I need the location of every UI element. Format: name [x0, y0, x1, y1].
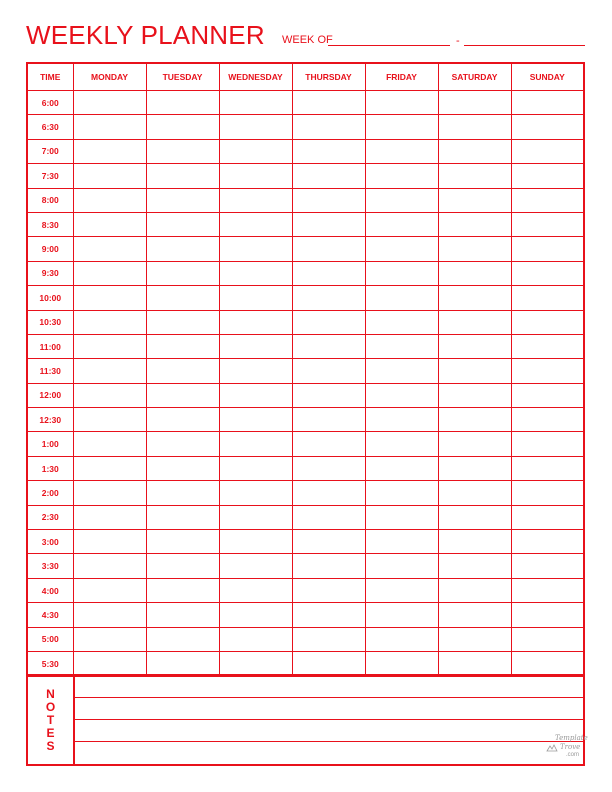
time-row: [27, 237, 584, 261]
schedule-cell-thursday[interactable]: [292, 505, 365, 529]
schedule-cell-wednesday[interactable]: [219, 627, 292, 651]
schedule-cell-monday[interactable]: [73, 481, 146, 505]
schedule-cell-tuesday[interactable]: [146, 408, 219, 432]
schedule-cell-monday[interactable]: [73, 188, 146, 212]
day-header-thursday: THURSDAY: [292, 63, 365, 91]
schedule-cell-sunday[interactable]: [511, 603, 584, 627]
schedule-cell-thursday[interactable]: [292, 603, 365, 627]
notes-letter: S: [46, 738, 55, 753]
schedule-cell-monday[interactable]: [73, 237, 146, 261]
schedule-cell-thursday[interactable]: [292, 115, 365, 139]
schedule-cell-wednesday[interactable]: [219, 334, 292, 358]
time-label: 4:00: [27, 578, 73, 602]
schedule-cell-sunday[interactable]: [511, 261, 584, 285]
schedule-cell-wednesday[interactable]: [219, 603, 292, 627]
notes-label: [28, 676, 75, 764]
schedule-cell-monday[interactable]: [73, 359, 146, 383]
schedule-cell-sunday[interactable]: [511, 164, 584, 188]
logo-text-line2: Trove: [560, 743, 581, 751]
schedule-cell-sunday[interactable]: [511, 530, 584, 554]
schedule-cell-sunday[interactable]: [511, 91, 584, 115]
schedule-cell-monday[interactable]: [73, 310, 146, 334]
schedule-cell-sunday[interactable]: [511, 115, 584, 139]
schedule-cell-saturday[interactable]: [438, 408, 511, 432]
schedule-cell-wednesday[interactable]: [219, 91, 292, 115]
schedule-cell-saturday[interactable]: [438, 310, 511, 334]
schedule-cell-sunday[interactable]: [511, 481, 584, 505]
schedule-cell-saturday[interactable]: [438, 578, 511, 602]
schedule-cell-friday[interactable]: [365, 139, 438, 163]
schedule-cell-sunday[interactable]: [511, 408, 584, 432]
schedule-cell-sunday[interactable]: [511, 359, 584, 383]
schedule-cell-tuesday[interactable]: [146, 261, 219, 285]
schedule-cell-friday[interactable]: [365, 91, 438, 115]
schedule-cell-friday[interactable]: [365, 505, 438, 529]
time-label: 9:00: [27, 237, 73, 261]
schedule-cell-saturday[interactable]: [438, 286, 511, 310]
notes-letter: T: [46, 712, 55, 727]
time-row: [27, 188, 584, 212]
schedule-cell-friday[interactable]: [365, 603, 438, 627]
schedule-cell-monday[interactable]: [73, 164, 146, 188]
time-label: 2:00: [27, 481, 73, 505]
notes-letter: E: [46, 725, 55, 740]
schedule-cell-thursday[interactable]: [292, 286, 365, 310]
schedule-cell-wednesday[interactable]: [219, 383, 292, 407]
time-row: [27, 139, 584, 163]
schedule-cell-thursday[interactable]: [292, 408, 365, 432]
schedule-cell-thursday[interactable]: [292, 164, 365, 188]
schedule-cell-wednesday[interactable]: [219, 408, 292, 432]
schedule-cell-monday[interactable]: [73, 627, 146, 651]
time-label: 10:30: [27, 310, 73, 334]
time-label: 7:00: [27, 139, 73, 163]
schedule-cell-monday[interactable]: [73, 432, 146, 456]
schedule-cell-monday[interactable]: [73, 603, 146, 627]
time-label: 11:30: [27, 359, 73, 383]
schedule-cell-thursday[interactable]: [292, 359, 365, 383]
time-row: [27, 286, 584, 310]
schedule-cell-saturday[interactable]: [438, 432, 511, 456]
schedule-cell-wednesday[interactable]: [219, 212, 292, 236]
schedule-cell-thursday[interactable]: [292, 139, 365, 163]
schedule-cell-tuesday[interactable]: [146, 505, 219, 529]
schedule-cell-friday[interactable]: [365, 651, 438, 676]
logo-text-line3: .com: [566, 752, 580, 758]
time-label: 8:30: [27, 212, 73, 236]
time-row: [27, 603, 584, 627]
time-label: 9:30: [27, 261, 73, 285]
time-label: 3:00: [27, 530, 73, 554]
time-label: 2:30: [27, 505, 73, 529]
schedule-cell-sunday[interactable]: [511, 188, 584, 212]
time-label: 1:00: [27, 432, 73, 456]
schedule-cell-thursday[interactable]: [292, 481, 365, 505]
schedule-cell-thursday[interactable]: [292, 651, 365, 676]
schedule-cell-thursday[interactable]: [292, 91, 365, 115]
schedule-cell-thursday[interactable]: [292, 432, 365, 456]
schedule-cell-friday[interactable]: [365, 261, 438, 285]
schedule-cell-thursday[interactable]: [292, 578, 365, 602]
schedule-cell-tuesday[interactable]: [146, 603, 219, 627]
schedule-cell-wednesday[interactable]: [219, 578, 292, 602]
schedule-cell-sunday[interactable]: [511, 383, 584, 407]
schedule-cell-thursday[interactable]: [292, 188, 365, 212]
schedule-cell-tuesday[interactable]: [146, 237, 219, 261]
time-row: [27, 651, 584, 676]
schedule-cell-tuesday[interactable]: [146, 383, 219, 407]
time-row: [27, 334, 584, 358]
time-row: [27, 627, 584, 651]
week-end-field[interactable]: [464, 45, 585, 46]
schedule-cell-monday[interactable]: [73, 456, 146, 480]
schedule-cell-thursday[interactable]: [292, 383, 365, 407]
schedule-cell-tuesday[interactable]: [146, 456, 219, 480]
schedule-cell-tuesday[interactable]: [146, 651, 219, 676]
schedule-cell-monday[interactable]: [73, 91, 146, 115]
schedule-cell-thursday[interactable]: [292, 334, 365, 358]
schedule-cell-saturday[interactable]: [438, 505, 511, 529]
schedule-cell-sunday[interactable]: [511, 286, 584, 310]
schedule-cell-wednesday[interactable]: [219, 237, 292, 261]
time-row: [27, 383, 584, 407]
template-trove-logo: [546, 734, 588, 762]
notes-line[interactable]: [75, 741, 583, 742]
schedule-cell-friday[interactable]: [365, 310, 438, 334]
schedule-cell-saturday[interactable]: [438, 139, 511, 163]
schedule-cell-thursday[interactable]: [292, 627, 365, 651]
schedule-cell-wednesday[interactable]: [219, 359, 292, 383]
schedule-cell-saturday[interactable]: [438, 212, 511, 236]
schedule-cell-monday[interactable]: [73, 554, 146, 578]
day-header-monday: MONDAY: [73, 63, 146, 91]
time-row: [27, 164, 584, 188]
schedule-cell-saturday[interactable]: [438, 627, 511, 651]
time-row: [27, 212, 584, 236]
schedule-cell-wednesday[interactable]: [219, 456, 292, 480]
schedule-cell-tuesday[interactable]: [146, 554, 219, 578]
time-label: 1:30: [27, 456, 73, 480]
schedule-cell-wednesday[interactable]: [219, 115, 292, 139]
time-row: [27, 481, 584, 505]
schedule-cell-tuesday[interactable]: [146, 578, 219, 602]
time-label: 5:00: [27, 627, 73, 651]
schedule-cell-wednesday[interactable]: [219, 530, 292, 554]
schedule-cell-sunday[interactable]: [511, 578, 584, 602]
schedule-cell-monday[interactable]: [73, 578, 146, 602]
time-row: [27, 432, 584, 456]
schedule-cell-sunday[interactable]: [511, 456, 584, 480]
time-label: 4:30: [27, 603, 73, 627]
schedule-cell-tuesday[interactable]: [146, 432, 219, 456]
schedule-cell-friday[interactable]: [365, 456, 438, 480]
time-row: [27, 408, 584, 432]
schedule-cell-friday[interactable]: [365, 408, 438, 432]
schedule-cell-friday[interactable]: [365, 578, 438, 602]
schedule-cell-tuesday[interactable]: [146, 212, 219, 236]
day-header-tuesday: TUESDAY: [146, 63, 219, 91]
schedule-cell-tuesday[interactable]: [146, 91, 219, 115]
schedule-cell-friday[interactable]: [365, 383, 438, 407]
schedule-cell-sunday[interactable]: [511, 334, 584, 358]
schedule-cell-wednesday[interactable]: [219, 432, 292, 456]
time-row: [27, 505, 584, 529]
schedule-cell-sunday[interactable]: [511, 310, 584, 334]
schedule-cell-friday[interactable]: [365, 237, 438, 261]
schedule-cell-monday[interactable]: [73, 530, 146, 554]
schedule-cell-friday[interactable]: [365, 334, 438, 358]
schedule-cell-sunday[interactable]: [511, 212, 584, 236]
time-row: [27, 456, 584, 480]
time-label: 3:30: [27, 554, 73, 578]
notes-letter: N: [46, 686, 55, 701]
notes-line[interactable]: [75, 719, 583, 720]
week-separator: -: [456, 35, 460, 47]
schedule-cell-saturday[interactable]: [438, 554, 511, 578]
logo-icon: [546, 743, 558, 753]
time-row: [27, 115, 584, 139]
schedule-cell-friday[interactable]: [365, 164, 438, 188]
schedule-cell-thursday[interactable]: [292, 456, 365, 480]
schedule-cell-friday[interactable]: [365, 432, 438, 456]
schedule-cell-wednesday[interactable]: [219, 310, 292, 334]
time-row: [27, 578, 584, 602]
week-start-field[interactable]: [328, 45, 450, 46]
time-label: 6:30: [27, 115, 73, 139]
logo-text-line1: Template: [555, 734, 588, 742]
page-title: WEEKLY PLANNER: [26, 20, 265, 50]
schedule-cell-tuesday[interactable]: [146, 286, 219, 310]
schedule-cell-friday[interactable]: [365, 212, 438, 236]
time-label: 12:30: [27, 408, 73, 432]
schedule-cell-sunday[interactable]: [511, 651, 584, 676]
schedule-cell-saturday[interactable]: [438, 383, 511, 407]
schedule-cell-monday[interactable]: [73, 334, 146, 358]
time-label: 5:30: [27, 651, 73, 676]
schedule-cell-tuesday[interactable]: [146, 139, 219, 163]
time-label: 7:30: [27, 164, 73, 188]
day-header-friday: FRIDAY: [365, 63, 438, 91]
schedule-cell-thursday[interactable]: [292, 310, 365, 334]
schedule-cell-saturday[interactable]: [438, 481, 511, 505]
planner-grid: [26, 62, 585, 677]
schedule-cell-wednesday[interactable]: [219, 164, 292, 188]
time-label: 10:00: [27, 286, 73, 310]
schedule-cell-saturday[interactable]: [438, 359, 511, 383]
schedule-cell-thursday[interactable]: [292, 237, 365, 261]
schedule-cell-tuesday[interactable]: [146, 334, 219, 358]
time-label: 11:00: [27, 334, 73, 358]
schedule-cell-tuesday[interactable]: [146, 310, 219, 334]
time-label: 12:00: [27, 383, 73, 407]
notes-letter: O: [45, 699, 56, 714]
schedule-cell-tuesday[interactable]: [146, 359, 219, 383]
schedule-cell-tuesday[interactable]: [146, 481, 219, 505]
schedule-cell-friday[interactable]: [365, 115, 438, 139]
week-of-label: WEEK OF: [282, 34, 333, 46]
schedule-cell-friday[interactable]: [365, 554, 438, 578]
time-label: 6:00: [27, 91, 73, 115]
schedule-cell-wednesday[interactable]: [219, 651, 292, 676]
schedule-cell-tuesday[interactable]: [146, 115, 219, 139]
time-row: [27, 310, 584, 334]
schedule-cell-sunday[interactable]: [511, 505, 584, 529]
schedule-cell-saturday[interactable]: [438, 603, 511, 627]
schedule-cell-saturday[interactable]: [438, 651, 511, 676]
time-column-header: TIME: [27, 63, 73, 91]
schedule-cell-thursday[interactable]: [292, 530, 365, 554]
schedule-cell-monday[interactable]: [73, 212, 146, 236]
schedule-cell-wednesday[interactable]: [219, 505, 292, 529]
schedule-cell-saturday[interactable]: [438, 530, 511, 554]
schedule-cell-monday[interactable]: [73, 408, 146, 432]
notes-line[interactable]: [75, 697, 583, 698]
schedule-cell-monday[interactable]: [73, 115, 146, 139]
schedule-cell-saturday[interactable]: [438, 237, 511, 261]
schedule-cell-friday[interactable]: [365, 481, 438, 505]
schedule-cell-wednesday[interactable]: [219, 481, 292, 505]
schedule-cell-monday[interactable]: [73, 286, 146, 310]
day-header-saturday: SATURDAY: [438, 63, 511, 91]
schedule-cell-friday[interactable]: [365, 286, 438, 310]
time-row: [27, 530, 584, 554]
day-header-sunday: SUNDAY: [511, 63, 584, 91]
schedule-cell-sunday[interactable]: [511, 139, 584, 163]
schedule-cell-monday[interactable]: [73, 383, 146, 407]
schedule-cell-monday[interactable]: [73, 139, 146, 163]
time-row: [27, 359, 584, 383]
schedule-cell-wednesday[interactable]: [219, 554, 292, 578]
schedule-cell-sunday[interactable]: [511, 237, 584, 261]
schedule-cell-sunday[interactable]: [511, 554, 584, 578]
time-row: [27, 554, 584, 578]
day-header-wednesday: WEDNESDAY: [219, 63, 292, 91]
schedule-cell-saturday[interactable]: [438, 164, 511, 188]
schedule-cell-wednesday[interactable]: [219, 286, 292, 310]
schedule-cell-monday[interactable]: [73, 651, 146, 676]
schedule-cell-friday[interactable]: [365, 359, 438, 383]
schedule-cell-tuesday[interactable]: [146, 164, 219, 188]
schedule-cell-tuesday[interactable]: [146, 627, 219, 651]
schedule-cell-thursday[interactable]: [292, 261, 365, 285]
schedule-cell-saturday[interactable]: [438, 188, 511, 212]
schedule-cell-friday[interactable]: [365, 188, 438, 212]
schedule-cell-wednesday[interactable]: [219, 139, 292, 163]
header-row: [27, 63, 584, 91]
schedule-cell-monday[interactable]: [73, 505, 146, 529]
schedule-cell-saturday[interactable]: [438, 91, 511, 115]
schedule-cell-thursday[interactable]: [292, 554, 365, 578]
schedule-cell-wednesday[interactable]: [219, 261, 292, 285]
time-row: [27, 261, 584, 285]
schedule-cell-tuesday[interactable]: [146, 188, 219, 212]
notes-section: [26, 674, 585, 766]
schedule-cell-sunday[interactable]: [511, 627, 584, 651]
schedule-cell-tuesday[interactable]: [146, 530, 219, 554]
schedule-cell-saturday[interactable]: [438, 456, 511, 480]
schedule-cell-saturday[interactable]: [438, 334, 511, 358]
schedule-cell-thursday[interactable]: [292, 212, 365, 236]
time-row: [27, 91, 584, 115]
schedule-cell-saturday[interactable]: [438, 261, 511, 285]
schedule-cell-saturday[interactable]: [438, 115, 511, 139]
schedule-cell-monday[interactable]: [73, 261, 146, 285]
schedule-cell-friday[interactable]: [365, 627, 438, 651]
schedule-cell-wednesday[interactable]: [219, 188, 292, 212]
schedule-cell-sunday[interactable]: [511, 432, 584, 456]
schedule-cell-friday[interactable]: [365, 530, 438, 554]
time-label: 8:00: [27, 188, 73, 212]
